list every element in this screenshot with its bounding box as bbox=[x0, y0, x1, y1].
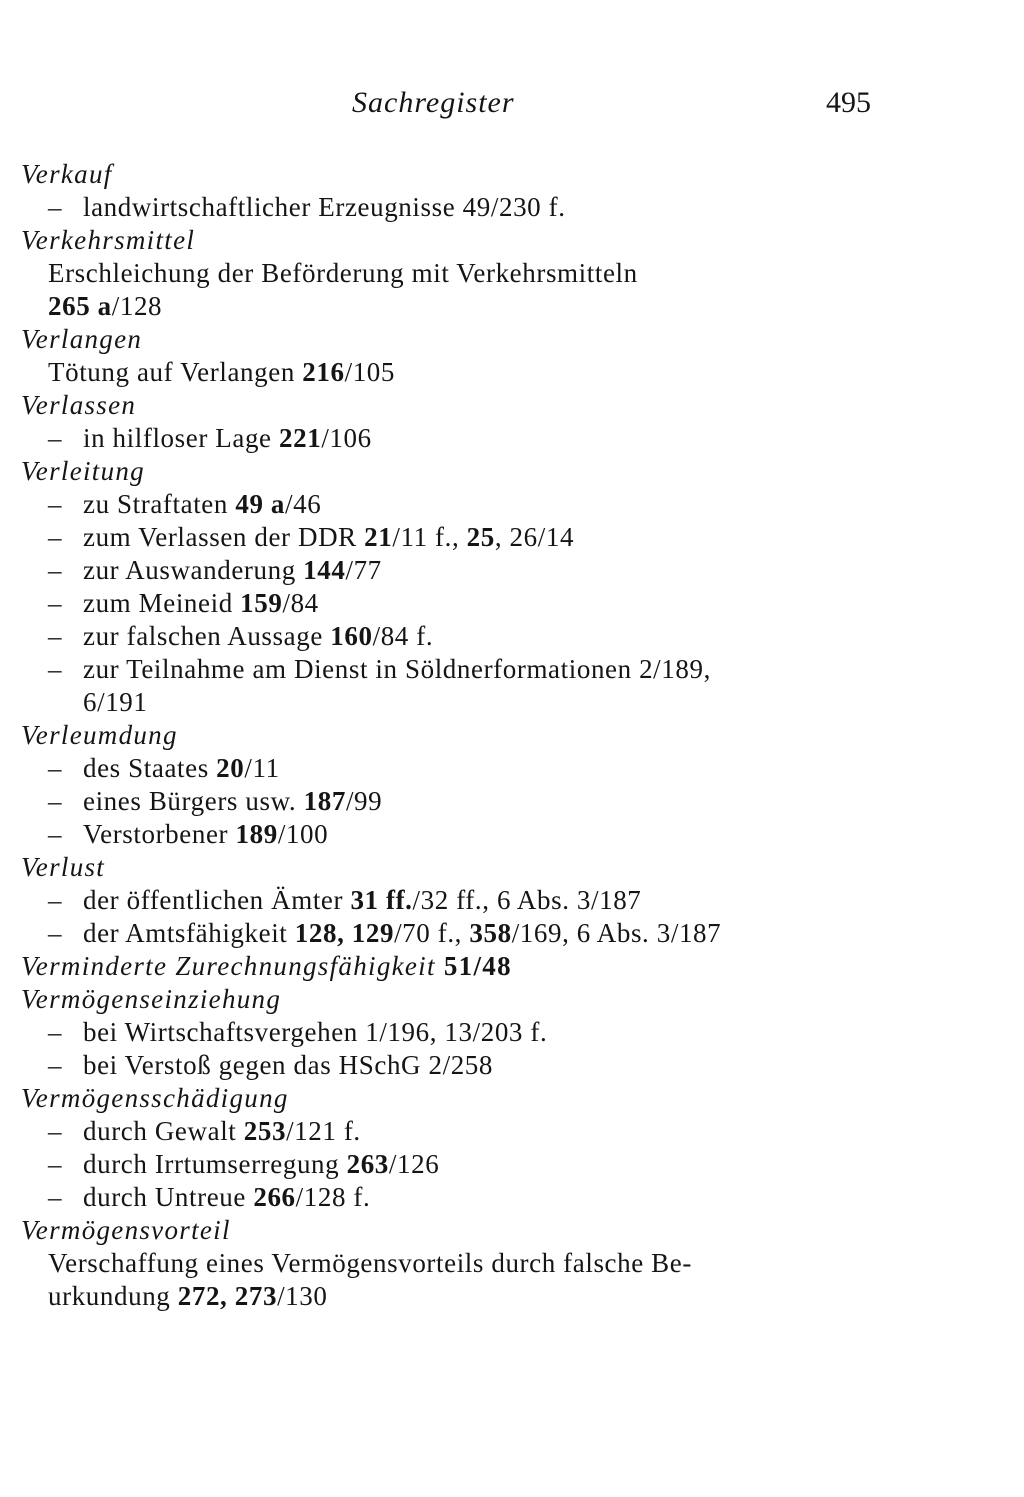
term-text: Verlangen bbox=[21, 324, 143, 354]
continuation-line bbox=[21, 290, 901, 323]
dash-marker: – bbox=[48, 1182, 63, 1212]
entry-term bbox=[21, 950, 901, 983]
entry-text: /106 bbox=[321, 423, 372, 453]
continuation-line bbox=[21, 1247, 901, 1280]
subentry-line bbox=[21, 785, 901, 818]
reference-number: 20 bbox=[216, 753, 245, 783]
index-entry bbox=[21, 1082, 901, 1214]
entry-text: zum Verlassen der DDR bbox=[83, 522, 365, 552]
index-entry bbox=[21, 851, 901, 950]
entry-text: /11 bbox=[244, 753, 280, 783]
reference-number: 265 a bbox=[48, 291, 112, 321]
entry-text: der öffentlichen Ämter bbox=[83, 885, 351, 915]
index-entry bbox=[21, 1214, 901, 1313]
entry-term bbox=[21, 224, 901, 257]
term-text: Verleumdung bbox=[21, 720, 178, 750]
dash-marker: – bbox=[48, 192, 63, 222]
subentry-line bbox=[21, 1049, 901, 1082]
term-text: Verleitung bbox=[21, 456, 145, 486]
entry-text: des Staates bbox=[83, 753, 217, 783]
reference-number: 253 bbox=[243, 1116, 287, 1146]
dash-marker: – bbox=[48, 1017, 63, 1047]
reference-number: 189 bbox=[235, 819, 278, 849]
reference-number: 21 bbox=[364, 522, 393, 552]
entry-term bbox=[21, 719, 901, 752]
running-header-title: Sachregister bbox=[352, 86, 515, 119]
term-reference bbox=[436, 951, 512, 981]
dash-marker: – bbox=[48, 786, 63, 816]
reference-number: 272, 273 bbox=[177, 1281, 278, 1311]
continuation-line bbox=[21, 257, 901, 290]
continuation-line bbox=[21, 1280, 901, 1313]
entry-text: /128 bbox=[111, 291, 163, 321]
term-text: Verlust bbox=[21, 852, 106, 882]
reference-number: 221 bbox=[279, 423, 322, 453]
entry-term bbox=[21, 1082, 901, 1115]
entry-text: /11 f., bbox=[392, 522, 467, 552]
reference-number: 144 bbox=[303, 555, 346, 585]
dash-marker: – bbox=[48, 753, 63, 783]
entry-text: Tötung auf Verlangen bbox=[48, 357, 303, 387]
subentry-line bbox=[21, 1115, 901, 1148]
index-entry bbox=[21, 719, 901, 851]
entry-text: /48 bbox=[473, 951, 512, 981]
continuation-line bbox=[21, 356, 901, 389]
reference-number: 31 ff. bbox=[350, 885, 413, 915]
entry-text: bei Wirtschaftsvergehen 1/196, 13/203 f. bbox=[83, 1017, 548, 1047]
entry-term bbox=[21, 983, 901, 1016]
entry-text: /126 bbox=[388, 1149, 440, 1179]
page-number: 495 bbox=[826, 86, 871, 119]
term-text: Verminderte Zurechnungsfähigkeit bbox=[21, 951, 436, 981]
subentry-line bbox=[21, 1148, 901, 1181]
reference-number: 216 bbox=[302, 357, 345, 387]
entry-text: in hilfloser Lage bbox=[83, 423, 279, 453]
entry-text: der Amtsfähigkeit bbox=[83, 918, 295, 948]
dash-marker: – bbox=[48, 423, 63, 453]
entry-text: /77 bbox=[345, 555, 382, 585]
entry-text: /84 f. bbox=[372, 621, 434, 651]
reference-number: 159 bbox=[240, 588, 283, 618]
dash-marker: – bbox=[48, 489, 63, 519]
entry-term bbox=[21, 455, 901, 488]
entry-text: Erschleichung der Beförderung mit Verkehrsmitteln bbox=[48, 258, 638, 288]
subentry-line bbox=[21, 1181, 901, 1214]
entry-text: /99 bbox=[345, 786, 383, 816]
term-text: Vermögensschädigung bbox=[21, 1083, 289, 1113]
reference-number: 187 bbox=[303, 786, 346, 816]
entry-text: , 26/14 bbox=[494, 522, 575, 552]
entry-text: durch Untreue bbox=[83, 1182, 254, 1212]
entry-text: 49/230 f. bbox=[462, 192, 566, 222]
reference-number: 358 bbox=[469, 918, 512, 948]
dash-marker: – bbox=[48, 918, 63, 948]
entry-term bbox=[21, 389, 901, 422]
entry-text: Verschaffung eines Vermögensvorteils durch falsche Be- bbox=[48, 1248, 692, 1278]
term-text: Verkehrsmittel bbox=[21, 225, 196, 255]
dash-marker: – bbox=[48, 1149, 63, 1179]
entry-term bbox=[21, 1214, 901, 1247]
entry-text: zu Straftaten bbox=[83, 489, 236, 519]
dash-marker: – bbox=[48, 1050, 63, 1080]
dash-marker: – bbox=[48, 555, 63, 585]
term-text: Vermögenseinziehung bbox=[21, 984, 282, 1014]
index-entry bbox=[21, 224, 901, 323]
entry-text: /100 bbox=[277, 819, 329, 849]
subentry-line bbox=[21, 818, 901, 851]
dash-marker: – bbox=[48, 522, 63, 552]
entry-text: zur Auswanderung bbox=[83, 555, 304, 585]
subentry-line bbox=[21, 488, 901, 521]
term-text: Vermögensvorteil bbox=[21, 1215, 231, 1245]
dash-marker: – bbox=[48, 885, 63, 915]
entry-text: /105 bbox=[344, 357, 396, 387]
reference-number: 266 bbox=[253, 1182, 296, 1212]
index-entries bbox=[21, 158, 901, 1313]
reference-number: 51 bbox=[443, 951, 474, 981]
entry-text: /32 ff., 6 Abs. 3/187 bbox=[412, 885, 642, 915]
index-entry bbox=[21, 950, 901, 983]
entry-text: zum Meineid bbox=[83, 588, 241, 618]
reference-number: 128, 129 bbox=[294, 918, 395, 948]
index-entry bbox=[21, 455, 901, 719]
dash-marker: – bbox=[48, 654, 63, 684]
entry-text: /70 f., bbox=[394, 918, 470, 948]
subentry-line bbox=[21, 521, 901, 554]
entry-text: /46 bbox=[285, 489, 322, 519]
dash-marker: – bbox=[48, 819, 63, 849]
entry-text: durch Irrtumserregung bbox=[83, 1149, 347, 1179]
entry-text: landwirtschaftlicher Erzeugnisse bbox=[83, 192, 463, 222]
subentry-line bbox=[21, 917, 901, 950]
subentry-line bbox=[21, 653, 901, 686]
subentry-line bbox=[21, 752, 901, 785]
entry-text: /169, 6 Abs. 3/187 bbox=[511, 918, 722, 948]
entry-text: durch Gewalt bbox=[83, 1116, 244, 1146]
subentry-line bbox=[21, 587, 901, 620]
dash-marker: – bbox=[48, 588, 63, 618]
reference-number: 49 a bbox=[235, 489, 285, 519]
continuation-line bbox=[21, 686, 901, 719]
index-entry bbox=[21, 983, 901, 1082]
subentry-line bbox=[21, 191, 901, 224]
subentry-line bbox=[21, 1016, 901, 1049]
reference-number: 263 bbox=[346, 1149, 389, 1179]
entry-text: Verstorbener bbox=[83, 819, 236, 849]
dash-marker: – bbox=[48, 621, 63, 651]
subentry-line bbox=[21, 884, 901, 917]
reference-number: 25 bbox=[466, 522, 495, 552]
reference-number: 160 bbox=[330, 621, 373, 651]
entry-text: eines Bürgers usw. bbox=[83, 786, 304, 816]
dash-marker: – bbox=[48, 1116, 63, 1146]
entry-text: /121 f. bbox=[286, 1116, 361, 1146]
entry-text: bei Verstoß gegen das HSchG 2/258 bbox=[83, 1050, 493, 1080]
subentry-line bbox=[21, 422, 901, 455]
term-text: Verlassen bbox=[21, 390, 137, 420]
subentry-line bbox=[21, 554, 901, 587]
entry-text: urkundung bbox=[48, 1281, 178, 1311]
index-entry bbox=[21, 323, 901, 389]
term-text: Verkauf bbox=[21, 159, 113, 189]
index-entry bbox=[21, 158, 901, 224]
entry-text: /128 f. bbox=[295, 1182, 371, 1212]
entry-text: 6/191 bbox=[83, 687, 148, 717]
entry-text: /130 bbox=[277, 1281, 328, 1311]
entry-text: /84 bbox=[282, 588, 319, 618]
entry-term bbox=[21, 323, 901, 356]
entry-term bbox=[21, 158, 901, 191]
entry-text: zur Teilnahme am Dienst in Söldnerformationen 2/189, bbox=[83, 654, 711, 684]
subentry-line bbox=[21, 620, 901, 653]
entry-term bbox=[21, 851, 901, 884]
index-entry bbox=[21, 389, 901, 455]
entry-text: zur falschen Aussage bbox=[83, 621, 331, 651]
